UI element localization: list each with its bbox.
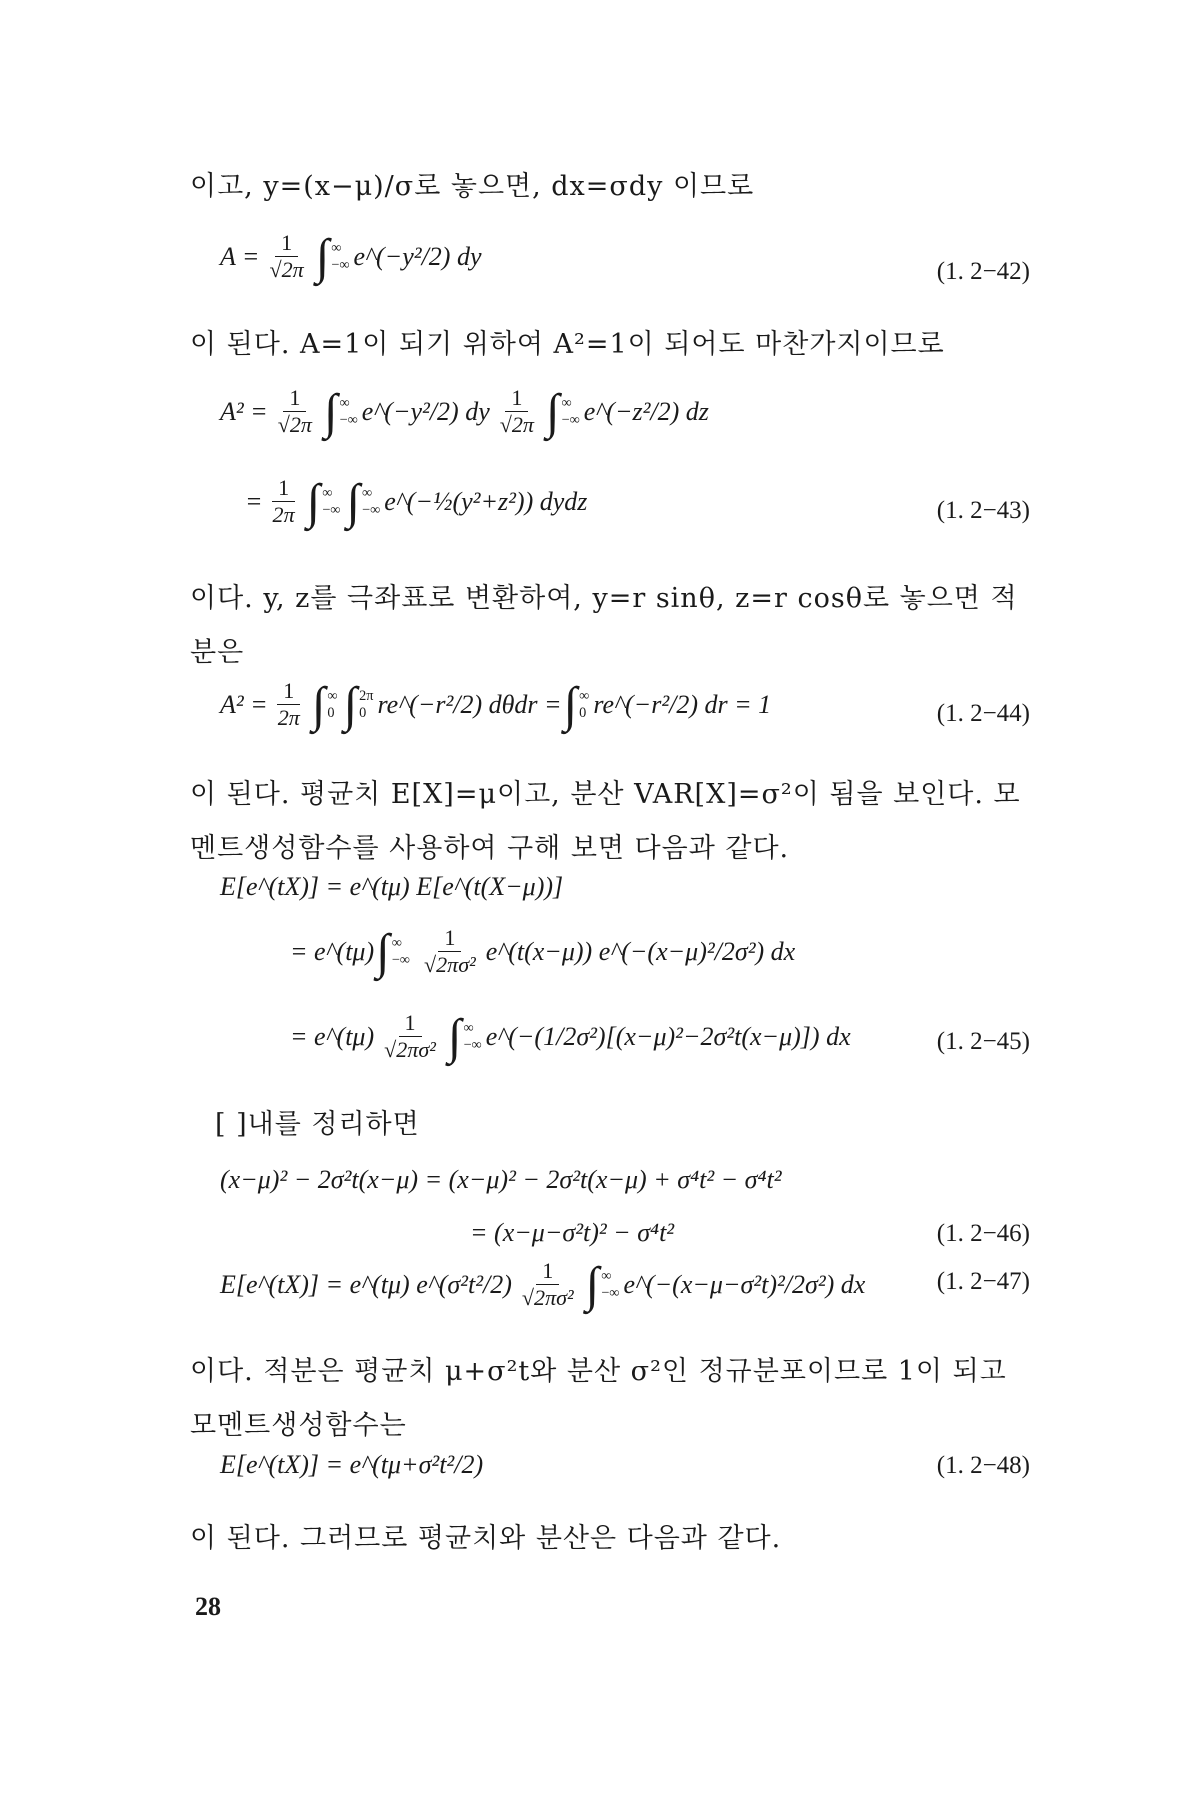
- paragraph-5: [ ]내를 정리하면: [215, 1109, 420, 1140]
- equation-1-2-47: [220, 1258, 980, 1311]
- eq47-denominator: √2πσ²: [521, 1285, 574, 1310]
- eq42-body: e^(−y²/2) dy: [353, 241, 482, 271]
- paragraph-6: 이다. 적분은 평균치 μ+σ²t와 분산 σ²인 정규분포이므로 1이 되고 모멘트생성함수는: [190, 1356, 1007, 1441]
- eq44-limits-3: [579, 688, 589, 722]
- eq43b-upper: ∞: [322, 484, 333, 501]
- eq47-lower: −∞: [601, 1284, 620, 1301]
- eq43a-lhs: A² =: [220, 396, 268, 426]
- eq44-limits-1: [327, 688, 337, 722]
- eq42-numerator: 1: [275, 230, 298, 257]
- integral-sign: ∫: [306, 473, 321, 529]
- integral-sign: ∫: [323, 383, 338, 439]
- equation-1-2-44: [220, 678, 980, 731]
- eq45c-lower: −∞: [463, 1036, 482, 1053]
- paragraph-1: 이고, y=(x−μ)/σ로 놓으면, dx=σdy 이므로: [190, 171, 755, 202]
- eq43a-lower-2: −∞: [561, 411, 580, 428]
- paragraph-2: 이 된다. A=1이 되기 위하여 A²=1이 되어도 마찬가지이므로: [190, 329, 945, 360]
- eq43b-lhs: =: [245, 486, 263, 516]
- eq47-numerator: 1: [536, 1258, 559, 1285]
- eq47-upper: ∞: [601, 1267, 612, 1284]
- eq45c-upper: ∞: [463, 1019, 474, 1036]
- paragraph-7: 이 된다. 그러므로 평균치와 분산은 다음과 같다.: [190, 1523, 782, 1554]
- eq43-number: (1. 2−43): [936, 497, 1030, 524]
- eq44-number: (1. 2−44): [936, 700, 1030, 727]
- integral-sign: ∫: [546, 383, 560, 439]
- eq42-lhs: A =: [220, 241, 260, 271]
- integral-sign: ∫: [585, 1256, 600, 1312]
- eq43b-fraction: [267, 475, 301, 528]
- equation-1-2-43-line1: [220, 385, 980, 438]
- integral-sign: ∫: [343, 676, 358, 732]
- integral-sign: ∫: [315, 228, 330, 284]
- eq44-fraction: [272, 678, 306, 731]
- equation-1-2-48: E[e^(tX)] = e^(tμ+σ²t²/2): [220, 1450, 484, 1479]
- eq43a-lower: −∞: [339, 411, 358, 428]
- integral-sign: ∫: [311, 676, 326, 732]
- eq42-upper: ∞: [331, 239, 342, 256]
- eq43a-limits-1: [340, 395, 358, 429]
- eq43b-body: e^(−½(y²+z²)) dydz: [384, 486, 588, 516]
- eq47-limits: [601, 1268, 619, 1302]
- eq42-number: (1. 2−42): [936, 258, 1030, 285]
- eq43b-limits-1: [322, 485, 340, 519]
- eq44-upper-1: ∞: [327, 687, 338, 704]
- page-number: 28: [195, 1592, 221, 1621]
- eq47-fraction: [516, 1258, 580, 1311]
- eq43a-numerator-2: 1: [505, 385, 528, 412]
- eq43a-upper: ∞: [339, 394, 350, 411]
- eq43a-limits-2: [562, 395, 580, 429]
- eq44-body-2: re^(−r²/2) dr = 1: [593, 689, 772, 719]
- eq42-denominator: √2π: [269, 257, 304, 282]
- eq43b-denominator: 2π: [272, 502, 295, 527]
- eq43a-numerator: 1: [283, 385, 306, 412]
- eq43b-upper-2: ∞: [362, 484, 373, 501]
- integral-sign: ∫: [447, 1008, 462, 1064]
- eq44-body: re^(−r²/2) dθdr =: [377, 689, 562, 719]
- integral-sign: ∫: [563, 676, 578, 732]
- eq45b-upper: ∞: [391, 934, 402, 951]
- eq48-number: (1. 2−48): [936, 1452, 1030, 1479]
- eq43a-body-1: e^(−y²/2) dy: [361, 396, 490, 426]
- eq45c-fraction: [378, 1010, 442, 1063]
- eq45b-body: e^(t(x−μ)) e^(−(x−μ)²/2σ²) dx: [485, 936, 796, 966]
- eq44-upper-3: ∞: [579, 687, 590, 704]
- eq46-number: (1. 2−46): [936, 1220, 1030, 1247]
- eq44-lower-2: 0: [359, 704, 367, 721]
- eq45b-lhs: = e^(tμ): [290, 936, 375, 966]
- eq43b-lower: −∞: [322, 501, 341, 518]
- eq47-number: (1. 2−47): [936, 1268, 1030, 1295]
- eq45c-body: e^(−(1/2σ²)[(x−μ)²−2σ²t(x−μ)]) dx: [485, 1021, 851, 1051]
- eq43a-fraction-1: [272, 385, 318, 438]
- eq45b-fraction: [418, 925, 482, 978]
- eq43b-limits-2: [362, 485, 380, 519]
- eq45b-limits: [392, 935, 410, 969]
- integral-sign: ∫: [346, 473, 360, 529]
- eq43a-body-2: e^(−z²/2) dz: [583, 396, 709, 426]
- equation-1-2-46-line2: = (x−μ−σ²t)² − σ⁴t²: [470, 1218, 675, 1247]
- eq44-lower-3: 0: [579, 704, 587, 721]
- eq42-limits: [331, 240, 349, 274]
- eq45c-denominator: √2πσ²: [384, 1037, 436, 1062]
- equation-1-2-42: [220, 230, 980, 283]
- paragraph-4: 이 된다. 평균치 E[X]=μ이고, 분산 VAR[X]=σ²이 됨을 보인다. 모멘트생성함수를 사용하여 구해 보면 다음과 같다.: [190, 779, 1021, 864]
- paragraph-3: 이다. y, z를 극좌표로 변환하여, y=r sinθ, z=r cosθ로 놓으면 적분은: [190, 583, 1018, 668]
- eq45c-lhs: = e^(tμ): [290, 1021, 375, 1051]
- eq43b-numerator: 1: [272, 475, 295, 502]
- equation-1-2-45-line2: [290, 925, 1050, 978]
- eq45c-numerator: 1: [399, 1010, 422, 1037]
- eq43a-upper-2: ∞: [561, 394, 572, 411]
- equation-1-2-46-line1: (x−μ)² − 2σ²t(x−μ) = (x−μ)² − 2σ²t(x−μ) + σ⁴t² − σ⁴t²: [220, 1165, 782, 1194]
- equation-1-2-45-line1: E[e^(tX)] = e^(tμ) E[e^(t(X−μ))]: [220, 872, 564, 901]
- eq45b-lower: −∞: [391, 951, 410, 968]
- equation-1-2-43-line2: [245, 475, 1005, 528]
- eq43b-lower-2: −∞: [362, 501, 381, 518]
- integral-sign: ∫: [376, 923, 390, 979]
- eq44-limits-2: [359, 688, 373, 722]
- eq44-lower-1: 0: [327, 704, 335, 721]
- eq45b-denominator: √2πσ²: [423, 952, 476, 977]
- eq43a-denominator: √2π: [277, 412, 312, 437]
- eq42-fraction: [263, 230, 309, 283]
- eq42-lower: −∞: [331, 256, 350, 273]
- eq47-body: e^(−(x−μ−σ²t)²/2σ²) dx: [623, 1269, 866, 1299]
- eq44-lhs: A² =: [220, 689, 268, 719]
- eq47-lhs: E[e^(tX)] = e^(tμ) e^(σ²t²/2): [220, 1269, 512, 1299]
- eq44-upper-2: 2π: [359, 687, 374, 704]
- eq44-numerator: 1: [277, 678, 300, 705]
- eq43a-denominator-2: √2π: [499, 412, 534, 437]
- eq44-denominator: 2π: [277, 705, 300, 730]
- eq45-number: (1. 2−45): [936, 1028, 1030, 1055]
- eq43a-fraction-2: [494, 385, 540, 438]
- eq45c-limits: [463, 1020, 481, 1054]
- eq45b-numerator: 1: [438, 925, 461, 952]
